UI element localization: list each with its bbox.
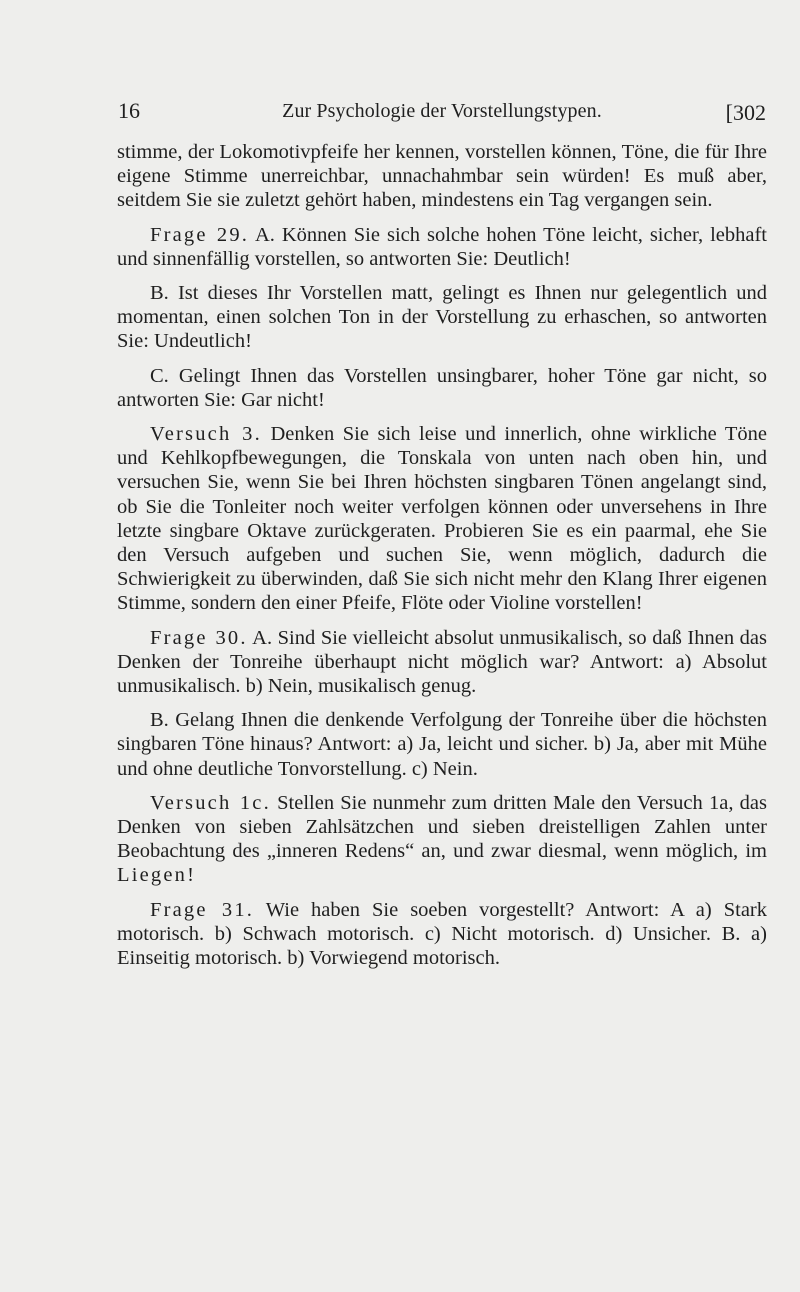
running-head (118, 96, 766, 126)
running-title: Zur Psychologie der Vorstellungstypen. (282, 100, 602, 122)
question-label: Frage 29. (150, 223, 250, 246)
paragraph-frage-31: Frage 31. Wie haben Sie soeben vorgestellt? Antwort: A a) Stark motorisch. b) Schwach motorisch. c) Nicht motorisch. d) Unsicher. B. a) Einseitig motorisch. b) Vorwiegend motorisch. (117, 898, 767, 970)
question-label: Frage 31. (150, 898, 255, 921)
paragraph-continuation: stimme, der Lokomotivpfeife her kennen, vorstellen können, Töne, die für Ihre eigene Stimme unerreichbar, unnachahmbar sein würden! Es muß aber, seitdem Sie sie zuletzt gehört haben, mindestens ein Tag vergangen sein. (117, 141, 767, 212)
experiment-label: Versuch 3. (150, 423, 262, 446)
paragraph-frage-29: Frage 29. A. Können Sie sich solche hohen Töne leicht, sicher, lebhaft und sinnenfällig vorstellen, so antworten Sie: Deutlich! (117, 223, 767, 270)
body-text (117, 140, 767, 980)
paragraph-frage-29-c: C. Gelingt Ihnen das Vorstellen unsingbarer, hoher Töne gar nicht, so antworten Sie: Gar nicht! (117, 364, 767, 411)
paragraph-frage-29-b: B. Ist dieses Ihr Vorstellen matt, gelingt es Ihnen nur gelegentlich und momentan, einen solchen Ton in der Vorstellung zu erhaschen, so antworten Sie: Undeutlich! (117, 282, 767, 353)
page-signature: [302 (725, 100, 766, 125)
paragraph-versuch-3: Versuch 3. Denken Sie sich leise und innerlich, ohne wirkliche Töne und Kehlkopfbewegungen, die Tonskala von unten nach oben hin, und versuchen Sie, wenn Sie bei Ihren höchsten singbaren Tönen angelangt sind, ob Sie die Tonleiter noch weiter verfolgen können oder unversehens in Ihre letzte singbare Oktave zurückgeraten. Probieren Sie es ein paarmal, ehe Sie den Versuch aufgeben und suchen Sie, wenn möglich, dadurch die Schwierigkeit zu überwinden, daß Sie sich nicht mehr den Klang Ihrer eigenen Stimme, sondern den einer Pfeife, Flöte oder Violine vorstellen! (117, 423, 767, 615)
experiment-label: Versuch 1c. (150, 791, 271, 814)
emphasis-word: Liegen (117, 864, 188, 887)
paragraph-frage-30-b: B. Gelang Ihnen die denkende Verfolgung der Tonreihe über die höchsten singbaren Töne hinaus? Antwort: a) Ja, leicht und sicher. b) Ja, aber mit Mühe und ohne deutliche Tonvorstellung. c) Nein. (117, 709, 767, 780)
paragraph-versuch-1c: Versuch 1c. Stellen Sie nunmehr zum dritten Male den Versuch 1a, das Denken von sieben Zahlsätzchen und sieben dreistelligen Zahlen unter Beobachtung des „inneren Redens“ an, und zwar diesmal, wenn möglich, im Liegen! (117, 791, 767, 887)
paragraph-frage-30: Frage 30. A. Sind Sie vielleicht absolut unmusikalisch, so daß Ihnen das Denken der Tonreihe überhaupt nicht möglich war? Antwort: a) Absolut unmusikalisch. b) Nein, musikalisch genug. (117, 626, 767, 698)
page-number: 16 (118, 98, 140, 123)
question-label: Frage 30. (150, 626, 248, 649)
